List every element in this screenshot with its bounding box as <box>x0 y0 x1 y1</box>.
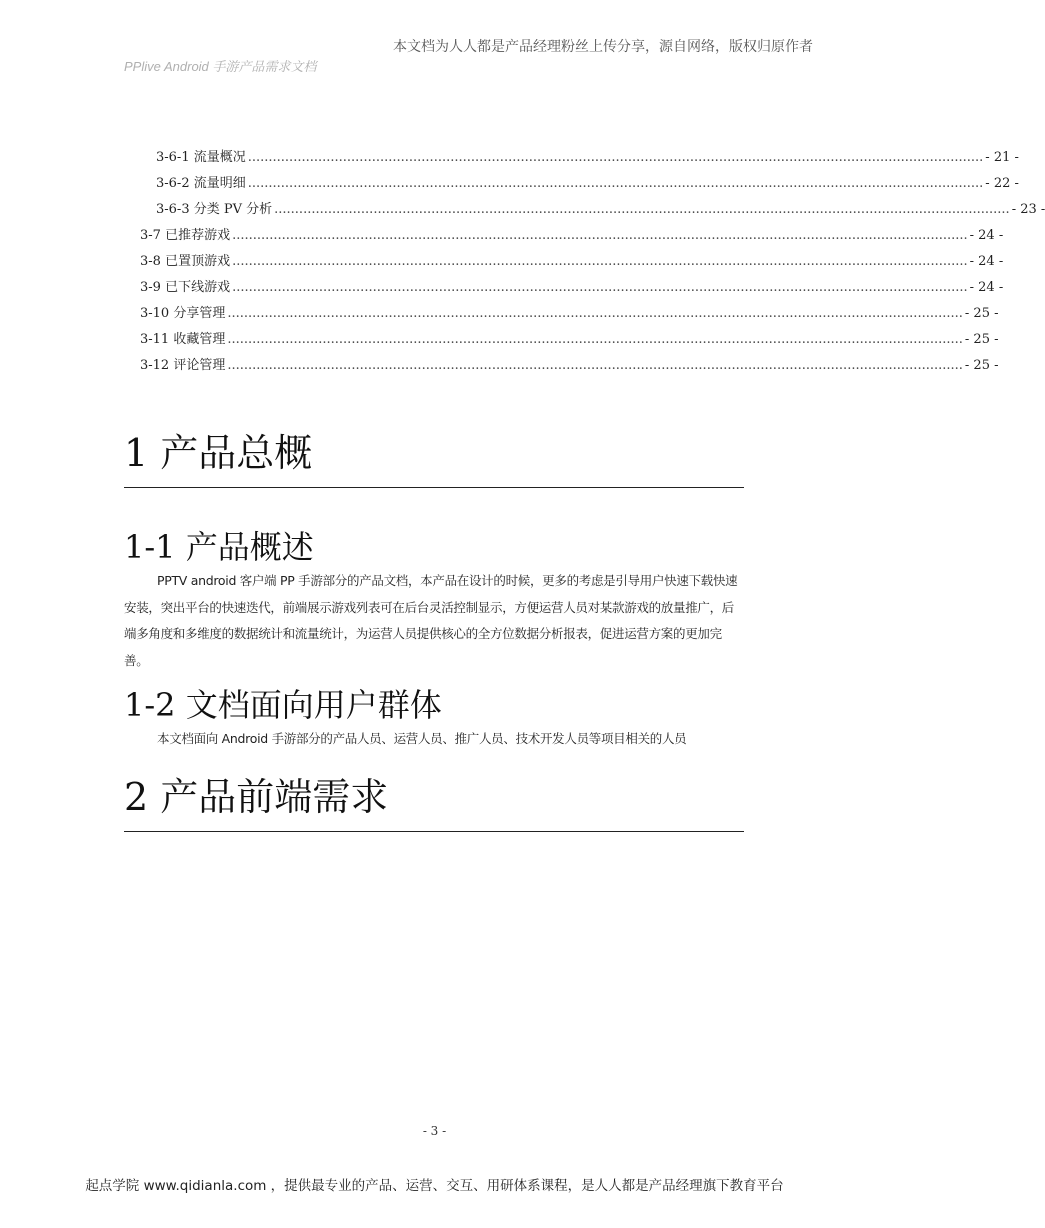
section-1-1-body: PPTV android 客户端 PP 手游部分的产品文档，本产品在设计的时候，更多的考虑是引导用户快速下载快速安装，突出平台的快速迭代，前端展示游戏列表可在后台灵活控制显示，方便运营人员对某款游戏的放量推广，后端多角度和多维度的数据统计和流量统计，为运营人员提供核心的全方位数据分析报表，促进运营方案的更加完善。 <box>124 573 738 668</box>
toc-entry-page: - 24 - <box>969 254 1004 269</box>
toc-entry-page: - 25 - <box>964 358 999 373</box>
document-header-title: PPlive Android 手游产品需求文档 <box>124 59 317 74</box>
toc-entry-page: - 24 - <box>969 280 1004 295</box>
section-1-1-heading: 1-1 产品概述 <box>124 528 314 566</box>
toc-entry-label: 3-11 收藏管理 <box>140 332 226 347</box>
toc-entry-page: - 25 - <box>964 306 999 321</box>
toc-entry-page: - 23 - <box>1011 202 1045 217</box>
toc-entry-page: - 24 - <box>969 228 1004 243</box>
toc-entry-label: 3-6-3 分类 PV 分析 <box>156 202 273 217</box>
toc-entry-label: 3-12 评论管理 <box>140 358 226 373</box>
toc-leader-dots: .................................................................................................................................................................................. <box>232 228 968 243</box>
toc-entry-label: 3-7 已推荐游戏 <box>140 228 231 243</box>
heading-rule <box>124 831 744 832</box>
toc-leader-dots: .................................................................................................................................................................................. <box>227 358 963 373</box>
heading-rule <box>124 487 744 488</box>
toc-leader-dots: .................................................................................................................................................................................. <box>247 150 984 165</box>
uploader-watermark: 本文档为人人都是产品经理粉丝上传分享，源自网络，版权归原作者 <box>393 39 813 55</box>
page-number: - 3 - <box>422 1124 447 1138</box>
toc-entry-label: 3-9 已下线游戏 <box>140 280 231 295</box>
toc-entry-page: - 25 - <box>964 332 999 347</box>
toc-leader-dots: .................................................................................................................................................................................. <box>227 306 963 321</box>
toc-entry-label: 3-6-1 流量概况 <box>156 150 246 165</box>
toc-leader-dots: .................................................................................................................................................................................. <box>227 332 963 347</box>
toc-entry[interactable] <box>140 224 1004 248</box>
toc-leader-dots: .................................................................................................................................................................................. <box>274 202 1010 217</box>
toc-entry-label: 3-6-2 流量明细 <box>156 176 246 191</box>
toc-leader-dots: .................................................................................................................................................................................. <box>232 280 968 295</box>
toc-entry[interactable] <box>140 354 999 378</box>
toc-entry[interactable] <box>156 172 1019 196</box>
toc-entry-label: 3-10 分享管理 <box>140 306 226 321</box>
toc-entry[interactable] <box>140 302 999 326</box>
footer-promo: 起点学院 www.qidianla.com ，提供最专业的产品、运营、交互、用研体系课程，是人人都是产品经理旗下教育平台 <box>85 1178 784 1194</box>
toc-entry-page: - 22 - <box>985 176 1019 191</box>
section-1-2-body: 本文档面向 Android 手游部分的产品人员、运营人员、推广人员、技术开发人员等项目相关的人员 <box>157 731 687 746</box>
toc-entry[interactable] <box>156 146 1019 170</box>
toc-entry[interactable] <box>140 276 1004 300</box>
section-1-2-heading: 1-2 文档面向用户群体 <box>124 686 442 724</box>
toc-entry-page: - 21 - <box>985 150 1019 165</box>
section-2-heading: 2 产品前端需求 <box>124 775 389 819</box>
toc-entry[interactable] <box>140 250 1004 274</box>
toc-entry[interactable] <box>156 198 1045 222</box>
toc-entry-label: 3-8 已置顶游戏 <box>140 254 231 269</box>
section-1-heading: 1 产品总概 <box>124 431 313 475</box>
toc-entry[interactable] <box>140 328 999 352</box>
toc-leader-dots: .................................................................................................................................................................................. <box>232 254 968 269</box>
toc-leader-dots: .................................................................................................................................................................................. <box>247 176 984 191</box>
